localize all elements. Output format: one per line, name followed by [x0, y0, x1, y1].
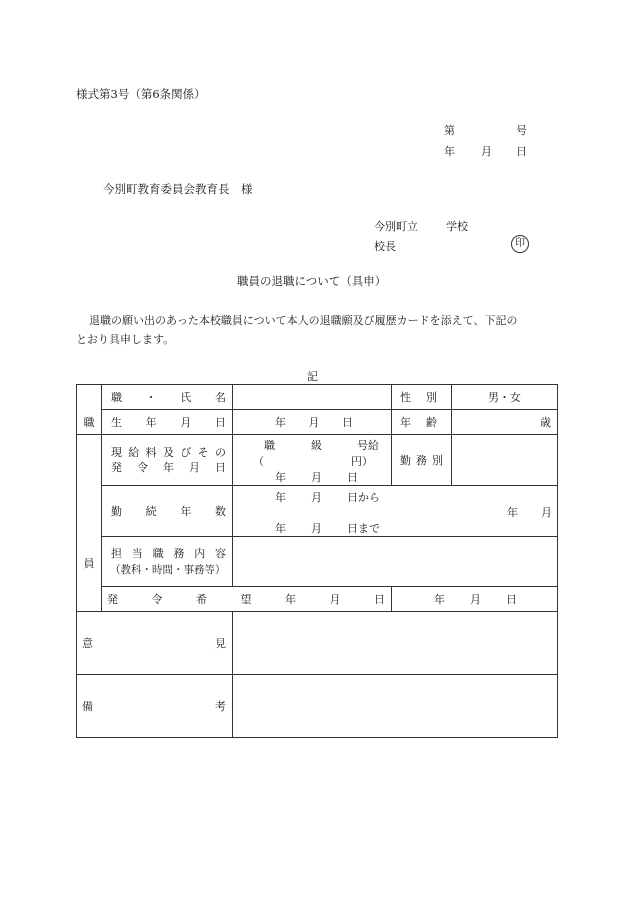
resignation-table — [76, 384, 558, 738]
desired-date-label: 発 令 希 望 年 月 日 — [102, 587, 392, 612]
body-line-1: 退職の願い出のあった本校職員について本人の退職願及び履歴カードを添えて、下記の — [89, 314, 518, 327]
from-year: 年 — [275, 491, 286, 504]
remarks-field[interactable] — [233, 675, 558, 738]
salary-label: 現 給 料 及 び そ の 発 令 年 月 日 — [102, 435, 233, 486]
row-opinion — [77, 612, 558, 675]
row-birth — [77, 410, 558, 435]
row-remarks — [77, 675, 558, 738]
desired-date-field[interactable]: 年 月 日 — [392, 587, 558, 612]
remarks-label: 備 考 — [77, 675, 233, 738]
date-month: 月 — [481, 145, 492, 158]
total-months: 月 — [541, 506, 552, 519]
opinion-label: 意 見 — [77, 612, 233, 675]
row-desired-date — [77, 587, 558, 612]
body-line-2: とおり具申します。 — [76, 333, 175, 346]
grade-shoku: 職 — [264, 439, 275, 452]
doc-number-go: 号 — [516, 124, 527, 137]
row-duty — [77, 537, 558, 587]
salary-year: 年 — [275, 471, 286, 484]
grade-kyu: 級 — [311, 439, 322, 452]
ki-heading: 記 — [307, 370, 318, 383]
service-field[interactable] — [233, 486, 558, 537]
side-label-bottom: 員 — [77, 435, 102, 612]
yen-open: （ — [253, 455, 264, 468]
school-suffix: 学校 — [446, 220, 468, 233]
name-label: 職 ・ 氏 名 — [102, 385, 233, 410]
workplace-label: 勤 務 別 — [392, 435, 452, 486]
salary-day: 日 — [347, 471, 358, 484]
duty-field[interactable] — [233, 537, 558, 587]
birth-label: 生 年 月 日 — [102, 410, 233, 435]
side-label-top: 職 — [77, 385, 102, 435]
sex-label: 性 別 — [392, 385, 452, 410]
from-day: 日から — [347, 491, 380, 504]
workplace-field[interactable] — [452, 435, 558, 486]
doc-number-dai: 第 — [444, 124, 455, 137]
opinion-field[interactable] — [233, 612, 558, 675]
form-number: 様式第3号（第6条関係） — [76, 87, 206, 101]
duty-label: 担 当 職 務 内 容 （教科・時間・事務等） — [102, 537, 233, 587]
addressee: 今別町教育委員会教育長 様 — [103, 182, 253, 196]
school-prefix: 今別町立 — [374, 220, 418, 233]
grade-gokyu: 号給 — [357, 439, 379, 452]
salary-field[interactable] — [233, 435, 392, 486]
name-field[interactable] — [233, 385, 392, 410]
yen-close: 円） — [351, 455, 373, 468]
row-name — [77, 385, 558, 410]
date-day: 日 — [516, 145, 527, 158]
from-month: 月 — [311, 491, 322, 504]
to-month: 月 — [311, 522, 322, 535]
sex-value[interactable]: 男・女 — [452, 385, 558, 410]
row-salary — [77, 435, 558, 486]
age-label: 年 齢 — [392, 410, 452, 435]
salary-month: 月 — [311, 471, 322, 484]
age-field[interactable]: 歳 — [452, 410, 558, 435]
to-year: 年 — [275, 522, 286, 535]
birth-date-field[interactable]: 年 月 日 — [233, 410, 392, 435]
to-day: 日まで — [347, 522, 380, 535]
row-service — [77, 486, 558, 537]
seal-mark: 印 — [511, 235, 529, 253]
document-title: 職員の退職について（具申） — [237, 274, 387, 288]
date-year: 年 — [444, 145, 455, 158]
principal-label: 校長 — [374, 240, 396, 253]
total-years: 年 — [507, 506, 518, 519]
service-label: 勤 続 年 数 — [102, 486, 233, 537]
